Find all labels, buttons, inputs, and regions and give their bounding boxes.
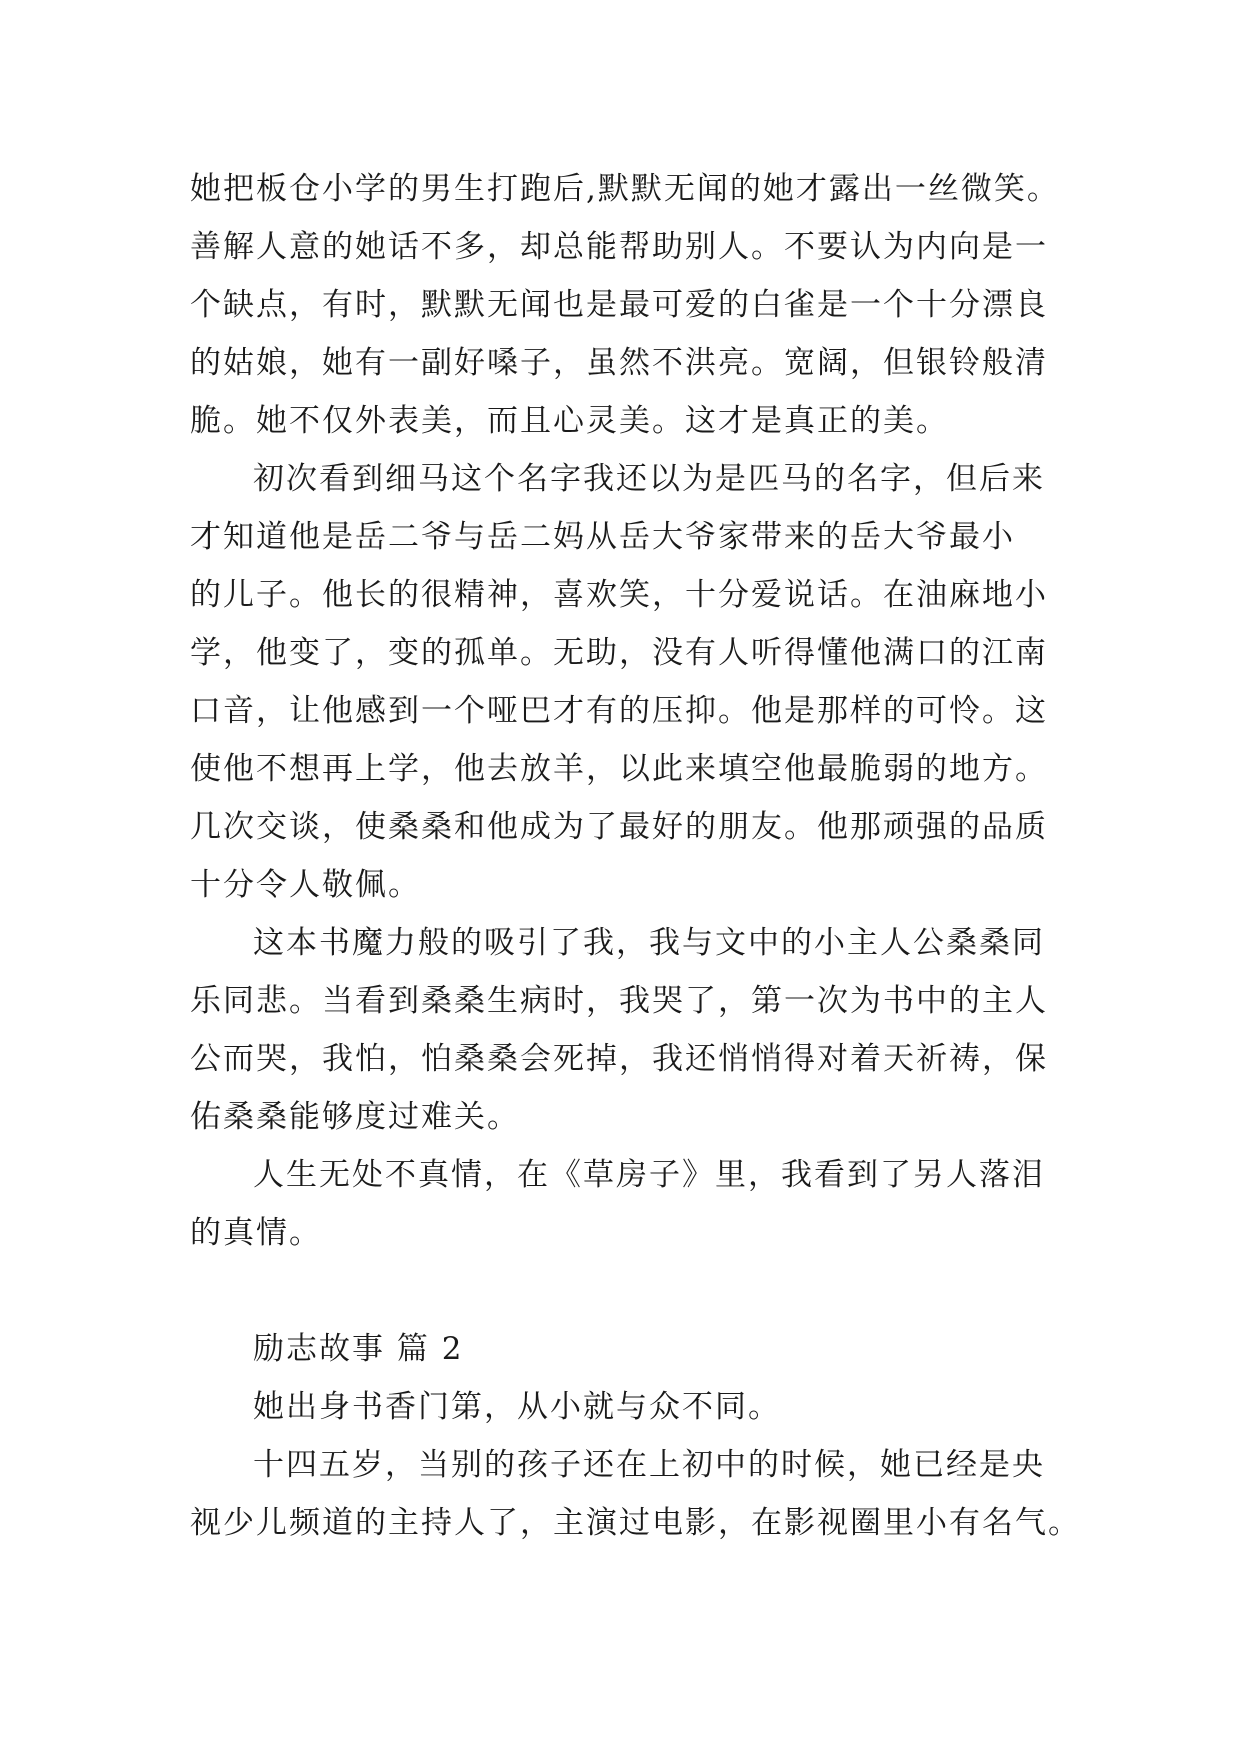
paragraph-start-line: 十四五岁，当别的孩子还在上初中的时候，她已经是央: [253, 1447, 1045, 1483]
text-line: 个缺点，有时，默默无闻也是最可爱的白雀是一个十分漂良: [190, 287, 1048, 323]
paragraph-start-line: 初次看到细马这个名字我还以为是匹马的名字，但后来: [253, 461, 1045, 497]
text-line: 十分令人敬佩。: [190, 867, 421, 903]
text-line: 的真情。: [190, 1215, 322, 1251]
text-line: 脆。她不仅外表美，而且心灵美。这才是真正的美。: [190, 403, 949, 439]
paragraph-start-line: 人生无处不真情，在《草房子》里，我看到了另人落泪: [253, 1157, 1045, 1193]
text-line: 使他不想再上学，他去放羊，以此来填空他最脆弱的地方。: [190, 751, 1048, 787]
document-body: [190, 160, 1090, 1552]
blank-line: [190, 1262, 1090, 1320]
text-line: 几次交谈，使桑桑和他成为了最好的朋友。他那顽强的品质: [190, 809, 1048, 845]
text-line: 学，他变了，变的孤单。无助，没有人听得懂他满口的江南: [190, 635, 1048, 671]
paragraph-start-line: 她出身书香门第，从小就与众不同。: [253, 1389, 781, 1425]
text-line: 公而哭，我怕，怕桑桑会死掉，我还悄悄得对着天祈祷，保: [190, 1041, 1048, 1077]
text-line: 的儿子。他长的很精神，喜欢笑，十分爱说话。在油麻地小: [190, 577, 1048, 613]
text-line: 善解人意的她话不多，却总能帮助别人。不要认为内向是一: [190, 229, 1048, 265]
text-line: 才知道他是岳二爷与岳二妈从岳大爷家带来的岳大爷最小: [190, 519, 1015, 555]
text-line: 乐同悲。当看到桑桑生病时，我哭了，第一次为书中的主人: [190, 983, 1048, 1019]
text-line: 口音，让他感到一个哑巴才有的压抑。他是那样的可怜。这: [190, 693, 1048, 729]
text-line: 视少儿频道的主持人了，主演过电影，在影视圈里小有名气。: [190, 1505, 1081, 1541]
section-heading: 励志故事 篇 2: [253, 1331, 464, 1367]
text-line: 的姑娘，她有一副好嗓子，虽然不洪亮。宽阔，但银铃般清: [190, 345, 1048, 381]
text-line: 佑桑桑能够度过难关。: [190, 1099, 520, 1135]
text-line: 她把板仓小学的男生打跑后,默默无闻的她才露出一丝微笑。: [190, 171, 1060, 207]
paragraph-start-line: 这本书魔力般的吸引了我，我与文中的小主人公桑桑同: [253, 925, 1045, 961]
